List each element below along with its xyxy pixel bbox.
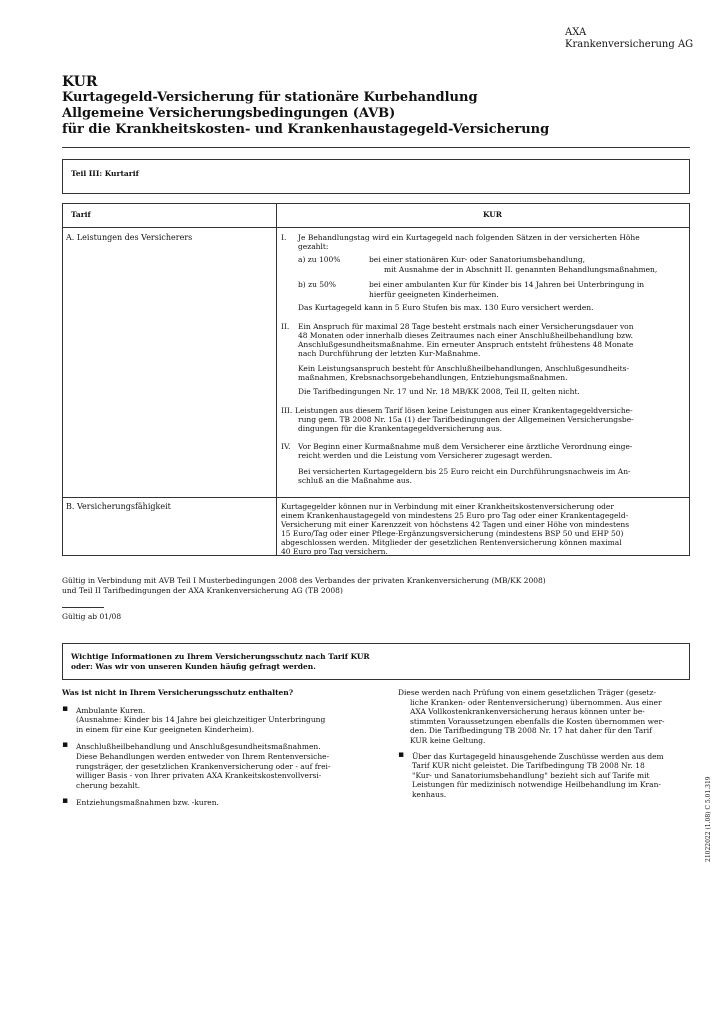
left-bullet-2 xyxy=(62,742,367,790)
valid-from: Gültig ab 01/08 xyxy=(62,612,122,621)
clause-ii-line-4: nach Durchführung der letzten Kur-Maßnahme. xyxy=(298,349,481,358)
clause-i-number: I. xyxy=(281,233,287,242)
validity-divider xyxy=(62,607,104,608)
right-para-line-6: KUR keine Geltung. xyxy=(410,735,486,745)
row-label-leistungen: A. Leistungen des Versicherers xyxy=(66,233,193,242)
right-bullet-1-line-3: "Kur- und Sanatoriumsbehandlung" bezieht sich auf Tarife mit xyxy=(412,770,650,780)
clause-iii-line-2: rung gem. TB 2008 Nr. 15a (1) der Tarifbedingungen der Allgemeinen Versicherungsbe- xyxy=(298,415,634,424)
left-bullet-2-line-2: Diese Behandlungen werden entweder von Ihrem Rentenversiche- xyxy=(76,751,330,761)
square-bullet-icon: ▪ xyxy=(62,740,69,751)
clause-iv-number: IV. xyxy=(281,442,291,451)
left-bullet-2-line-4: williger Basis - von Ihrer privaten AXA Krankeitskostenvollversi- xyxy=(76,771,322,781)
right-bullet-1-line-4: Leistungen für medizinisch notwendige Heilbehandlung im Kran- xyxy=(412,780,661,790)
left-bullet-2-line-1: Anschlußheilbehandlung und Anschlußgesundheitsmaßnahmen. xyxy=(76,742,321,752)
versicherungsfaehigkeit-line-6: 40 Euro pro Tag versichern. xyxy=(281,547,388,556)
clause-iii-number: III. xyxy=(281,406,293,415)
tariff-table xyxy=(62,203,690,556)
left-column xyxy=(62,688,367,808)
right-para-line-4: stimmten Voraussetzungen ebenfalls die Kosten übernommen wer- xyxy=(410,716,665,726)
title-line-4: für die Krankheitskosten- und Krankenhaustagegeld-Versicherung xyxy=(62,122,550,137)
company-subtitle: Krankenversicherung AG xyxy=(565,39,694,50)
left-column-heading: Was ist nicht in Ihrem Versicherungsschutz enthalten? xyxy=(62,688,294,697)
title-line-3: Allgemeine Versicherungsbedingungen (AVB) xyxy=(62,106,396,121)
column-divider xyxy=(276,204,277,555)
versicherungsfaehigkeit-line-1: Kurtagegelder können nur in Verbindung mit einer Krankheitskostenversicherung oder xyxy=(281,502,614,511)
company-block xyxy=(565,27,693,51)
right-para-line-2: liche Kranken- oder Rentenversicherung) übernommen. Aus einer xyxy=(410,697,662,707)
title-line-2: Kurtagegeld-Versicherung für stationäre Kurbehandlung xyxy=(62,90,478,105)
right-column xyxy=(398,688,693,800)
clause-ii-p2-line-1: Kein Leistungsanspruch besteht für Anschlußheilbehandlungen, Anschlußgesundheits- xyxy=(298,364,630,373)
right-bullet-1-line-2: Tarif KUR nicht geleistet. Die Tarifbedingung TB 2008 Nr. 18 xyxy=(412,761,645,771)
header-tarif: Tarif xyxy=(71,210,91,219)
left-bullet-3 xyxy=(62,798,367,808)
right-para-line-3: AXA Vollkostenkrankenversicherung heraus können unter be- xyxy=(410,707,645,717)
versicherungsfaehigkeit-line-4: 15 Euro/Tag oder einer Pflege-Ergänzungsversicherung (mindestens BSP 50 und EHP 50) xyxy=(281,529,624,538)
clause-i-line-2: gezahlt: xyxy=(298,242,329,251)
side-form-code: 21022022 (1.08) C 5.01.319 xyxy=(705,776,712,862)
square-bullet-icon: ▪ xyxy=(398,749,405,760)
info-box-line-1: Wichtige Informationen zu Ihrem Versicherungsschutz nach Tarif KUR xyxy=(71,652,370,661)
right-para-line-5: den. Die Tarifbedingung TB 2008 Nr. 17 hat daher für den Tarif xyxy=(410,726,652,736)
clause-i-note: Das Kurtagegeld kann in 5 Euro Stufen bis max. 130 Euro versichert werden. xyxy=(298,303,594,312)
clause-iv-p2-line-1: Bei versicherten Kurtagegeldern bis 25 Euro reicht ein Durchführungsnachweis im An- xyxy=(298,467,631,476)
clause-iv-line-2: reicht werden und die Leistung vom Versicherer zugesagt werden. xyxy=(298,451,553,460)
right-bullet-1-line-1: Über das Kurtagegeld hinausgehende Zuschüsse werden aus dem xyxy=(412,751,664,761)
clause-i-line-1: Je Behandlungstag wird ein Kurtagegeld nach folgenden Sätzen in der versicherten Höhe xyxy=(298,233,640,242)
clause-iii-line-1: Leistungen aus diesem Tarif lösen keine Leistungen aus einer Krankentagegeldversiche- xyxy=(295,406,633,415)
clause-iv-line-1: Vor Beginn einer Kurmaßnahme muß dem Versicherer eine ärztliche Verordnung einge- xyxy=(298,442,633,451)
clause-ii-number: II. xyxy=(281,322,290,331)
validity-line-2: und Teil II Tarifbedingungen der AXA Krankenversicherung AG (TB 2008) xyxy=(62,586,343,595)
left-bullet-1 xyxy=(62,703,367,735)
square-bullet-icon: ▪ xyxy=(62,796,69,807)
company-name: AXA xyxy=(565,27,587,38)
validity-notes xyxy=(62,576,546,596)
row-label-versicherungsfaehigkeit: B. Versicherungsfähigkeit xyxy=(66,502,171,511)
left-bullet-2-line-5: cherung bezahlt. xyxy=(76,780,141,790)
right-para-line-1: Diese werden nach Prüfung von einem gesetzlichen Träger (gesetz- xyxy=(398,688,656,697)
clause-iv-p2-line-2: schluß an die Maßnahme aus. xyxy=(298,476,412,485)
clause-i-b-label: b) zu 50% xyxy=(298,280,336,289)
left-bullet-2-line-3: rungsträger, der gesetzlichen Krankenversicherung oder - auf frei- xyxy=(76,761,331,771)
title-kur: KUR xyxy=(62,74,98,90)
header-kur: KUR xyxy=(483,210,503,219)
square-bullet-icon: ▪ xyxy=(62,703,69,714)
clause-ii-line-3: Anschlußgesundheitsmaßnahme. Ein erneuter Anspruch entsteht frühestens 48 Monate xyxy=(298,340,634,349)
left-bullet-1-line-1: Ambulante Kuren. xyxy=(76,705,146,715)
info-box-line-2: oder: Was wir von unseren Kunden häufig gefragt werden. xyxy=(71,662,316,671)
clause-ii-p2-line-2: maßnahmen, Krebsnachsorgebehandlungen, Entziehungsmaßnahmen. xyxy=(298,373,568,382)
table-header-row xyxy=(63,204,689,228)
title-divider xyxy=(62,147,690,148)
clause-ii-line-1: Ein Anspruch für maximal 28 Tage besteht erstmals nach einer Versicherungsdauer von xyxy=(298,322,634,331)
row-divider xyxy=(63,497,689,498)
right-bullet-1-line-5: kenhaus. xyxy=(412,789,447,799)
versicherungsfaehigkeit-line-2: einem Krankenhaustagegeld von mindestens 25 Euro pro Tag oder einer Krankentagegeld- xyxy=(281,511,629,520)
clause-i-a-line-2: mit Ausnahme der in Abschnitt II. genannten Behandlungsmaßnahmen, xyxy=(384,265,658,274)
section-box xyxy=(62,159,690,194)
info-box xyxy=(62,643,690,680)
right-bullet-1 xyxy=(398,749,693,800)
validity-line-1: Gültig in Verbindung mit AVB Teil I Musterbedingungen 2008 des Verbandes der privaten Krankenversicherung (MB/KK 2008) xyxy=(62,576,546,585)
clause-iii-line-3: dingungen für die Krankentagegeldversicherung aus. xyxy=(298,424,502,433)
clause-ii-line-2: 48 Monaten oder innerhalb dieses Zeitraumes nach einer Anschlußheilbehandlung bzw. xyxy=(298,331,633,340)
versicherungsfaehigkeit-line-5: abgeschlossen werden. Mitglieder der gesetzlichen Rentenversicherung können maximal xyxy=(281,538,622,547)
info-box-text xyxy=(71,652,370,672)
clause-i-a-label: a) zu 100% xyxy=(298,255,341,264)
clause-ii-p3: Die Tarifbedingungen Nr. 17 und Nr. 18 MB/KK 2008, Teil II, gelten nicht. xyxy=(298,387,580,396)
clause-i-b-line-2: hierfür geeigneten Kinderheimen. xyxy=(369,290,499,299)
left-bullet-1-line-2: (Ausnahme: Kinder bis 14 Jahre bei gleichzeitiger Unterbringung xyxy=(76,715,326,725)
left-bullet-3-line-1: Entziehungsmaßnahmen bzw. -kuren. xyxy=(76,798,219,808)
section-box-label: Teil III: Kurtarif xyxy=(71,169,139,178)
versicherungsfaehigkeit-line-3: Versicherung mit einer Karenzzeit von höchstens 42 Tagen und einer Höhe von mindestens xyxy=(281,520,630,529)
left-bullet-1-line-3: in einem für eine Kur geeigneten Kinderheim). xyxy=(76,724,255,734)
clause-i-a-line-1: bei einer stationären Kur- oder Sanatoriumsbehandlung, xyxy=(369,255,586,264)
document-title xyxy=(62,74,549,138)
clause-i-b-line-1: bei einer ambulanten Kur für Kinder bis 14 Jahren bei Unterbringung in xyxy=(369,280,645,289)
